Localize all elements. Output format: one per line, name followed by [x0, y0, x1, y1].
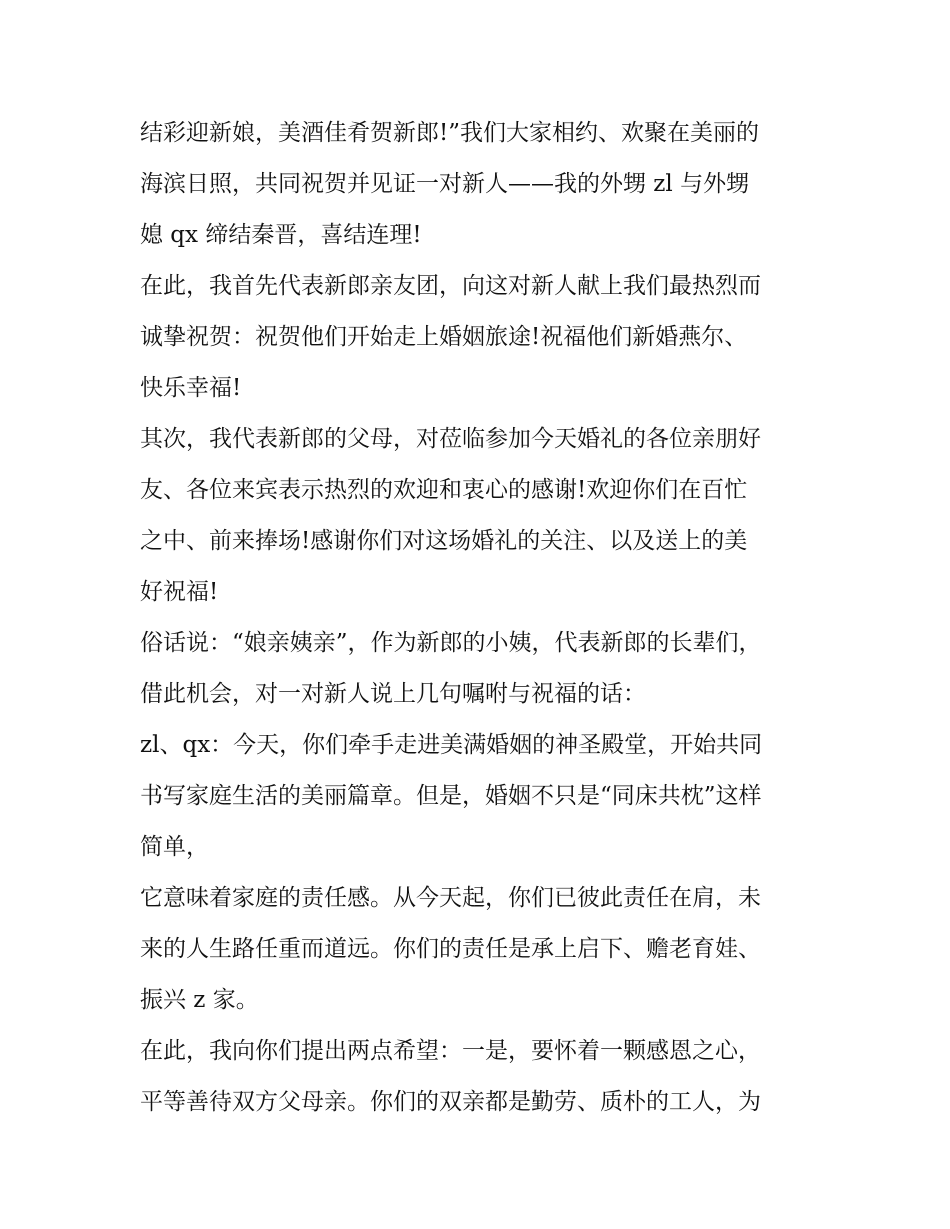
document-body: [140, 108, 820, 1128]
text-line: 诚挚祝贺：祝贺他们开始走上婚姻旅途!祝福他们新婚燕尔、: [140, 324, 748, 350]
text-line: 在此，我向你们提出两点希望：一是，要怀着一颗感恩之心，: [140, 1038, 761, 1064]
text-line: 海滨日照，共同祝贺并见证一对新人——我的外甥 zl 与外甥: [140, 171, 750, 197]
text-line: 媳 qx 缔结秦晋，喜结连理!: [140, 222, 422, 248]
text-line: 振兴 z 家。: [140, 987, 259, 1013]
text-line: 来的人生路任重而道远。你们的责任是承上启下、赡老育娃、: [140, 936, 761, 962]
text-line: 它意味着家庭的责任感。从今天起，你们已彼此责任在肩，未: [140, 885, 761, 911]
text-line: 借此机会，对一对新人说上几句嘱咐与祝福的话：: [140, 681, 646, 707]
text-line: 快乐幸福!: [140, 375, 242, 401]
text-line: 好祝福!: [140, 579, 219, 605]
text-line: 友、各位来宾表示热烈的欢迎和衷心的感谢!欢迎你们在百忙: [140, 477, 748, 503]
text-line: 平等善待双方父母亲。你们的双亲都是勤劳、质朴的工人，为: [140, 1089, 761, 1115]
text-line: 俗话说：“娘亲姨亲”，作为新郎的小姨，代表新郎的长辈们，: [140, 630, 762, 656]
text-line: 简单，: [140, 834, 209, 860]
text-line: 之中、前来捧场!感谢你们对这场婚礼的关注、以及送上的美: [140, 528, 748, 554]
text-line: 书写家庭生活的美丽篇章。但是，婚姻不只是“同床共枕”这样: [140, 783, 762, 809]
text-line: zl、qx：今天，你们牵手走进美满婚姻的神圣殿堂，开始共同: [140, 732, 763, 758]
text-line: 其次，我代表新郎的父母，对莅临参加今天婚礼的各位亲朋好: [140, 426, 761, 452]
text-line: 在此，我首先代表新郎亲友团，向这对新人献上我们最热烈而: [140, 273, 761, 299]
text-line: 结彩迎新娘，美酒佳肴贺新郎!”我们大家相约、欢聚在美丽的: [140, 120, 760, 146]
